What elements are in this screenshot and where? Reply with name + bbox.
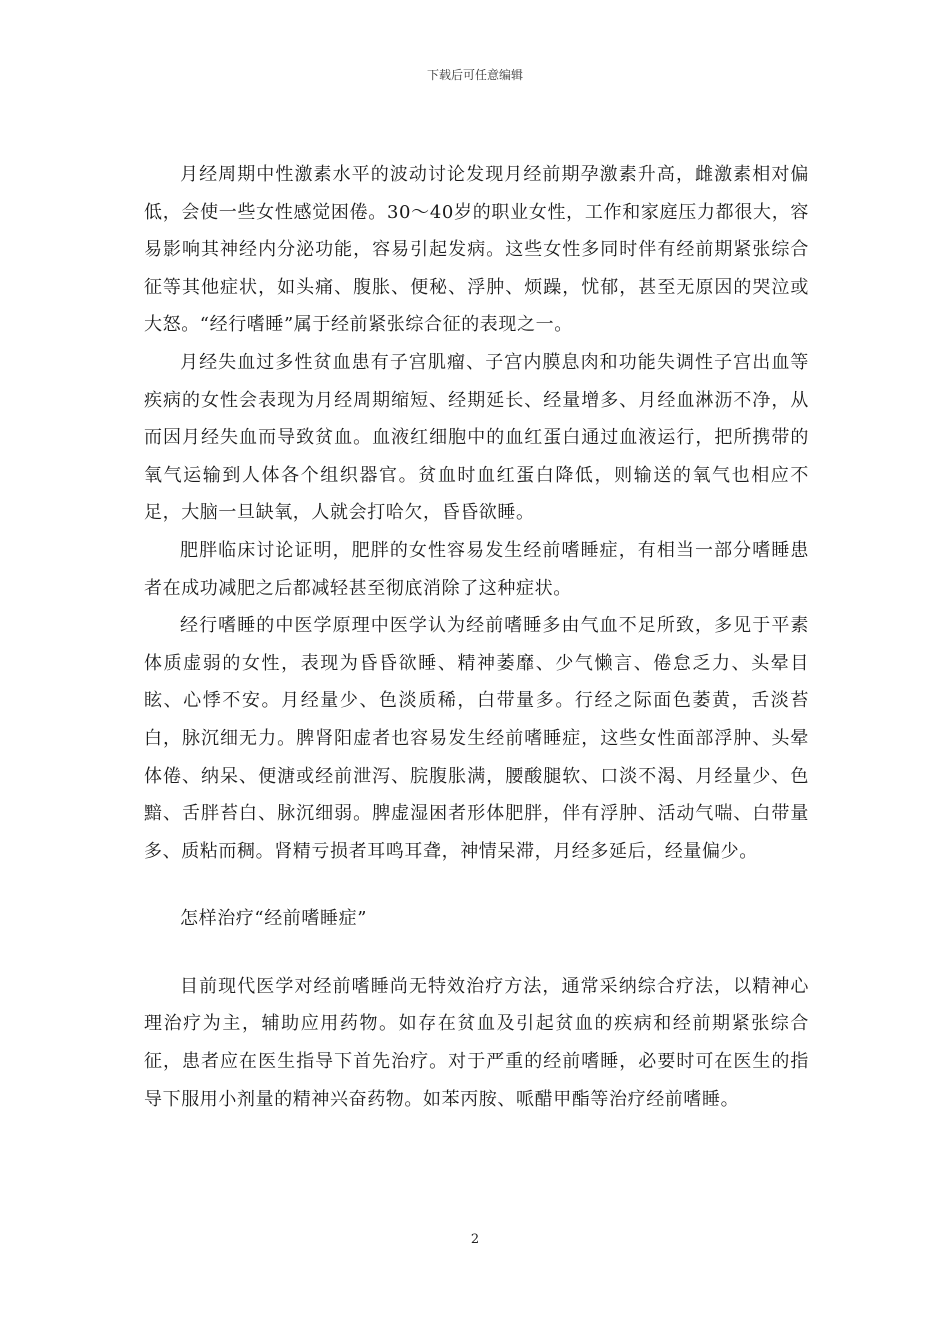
paragraph-hormones: 月经周期中性激素水平的波动讨论发现月经前期孕激素升高，雌激素相对偏低，会使一些女性感觉困倦。30～40岁的职业女性，工作和家庭压力都很大，容易影响其神经内分泌功能，容易引起发病。这些女性多同时伴有经前期紧张综合征等其他症状，如头痛、腹胀、便秘、浮肿、烦躁，忧郁，甚至无原因的哭泣或大怒。“经行嗜睡”属于经前紧张综合征的表现之一。 xyxy=(144,164,809,336)
paragraph-anemia: 月经失血过多性贫血患有子宫肌瘤、子宫内膜息肉和功能失调性子宫出血等疾病的女性会表现为月经周期缩短、经期延长、经量增多、月经血淋沥不净，从而因月经失血而导致贫血。血液红细胞中的血红蛋白通过血液运行，把所携带的氧气运输到人体各个组织器官。贫血时血红蛋白降低，则输送的氧气也相应不足，大脑一旦缺氧，人就会打哈欠，昏昏欲睡。 xyxy=(144,351,809,524)
paragraph-treatment: 目前现代医学对经前嗜睡尚无特效治疗方法，通常采纳综合疗法，以精神心理治疗为主，辅助应用药物。如存在贫血及引起贫血的疾病和经前期紧张综合征，患者应在医生指导下首先治疗。对于严重的经前嗜睡，必要时可在医生的指导下服用小剂量的精神兴奋药物。如苯丙胺、哌醋甲酯等治疗经前嗜睡。 xyxy=(144,975,809,1110)
section-heading: 怎样治疗“经前嗜睡症” xyxy=(180,908,368,930)
header-note: 下载后可任意编辑 xyxy=(426,68,523,82)
paragraph-tcm: 经行嗜睡的中医学原理中医学认为经前嗜睡多由气血不足所致，多见于平素体质虚弱的女性，表现为昏昏欲睡、精神萎靡、少气懒言、倦怠乏力、头晕目眩、心悸不安。月经量少、色淡质稀，白带量多。行经之际面色萎黄，舌淡苔白，脉沉细无力。脾肾阳虚者也容易发生经前嗜睡症，这些女性面部浮肿、头晕体倦、纳呆、便溏或经前泄泻、脘腹胀满，腰酸腿软、口淡不渴、月经量少、色黯、舌胖苔白、脉沉细弱。脾虚湿困者形体肥胖，伴有浮肿、活动气喘、白带量多、质粘而稠。肾精亏损者耳鸣耳聋，神情呆滞，月经多延后，经量偏少。 xyxy=(144,615,809,862)
document-body xyxy=(144,156,809,1118)
page-number: 2 xyxy=(470,1232,480,1247)
paragraph-obesity: 肥胖临床讨论证明，肥胖的女性容易发生经前嗜睡症，有相当一部分嗜睡患者在成功减肥之后都减轻甚至彻底消除了这种症状。 xyxy=(144,539,809,599)
